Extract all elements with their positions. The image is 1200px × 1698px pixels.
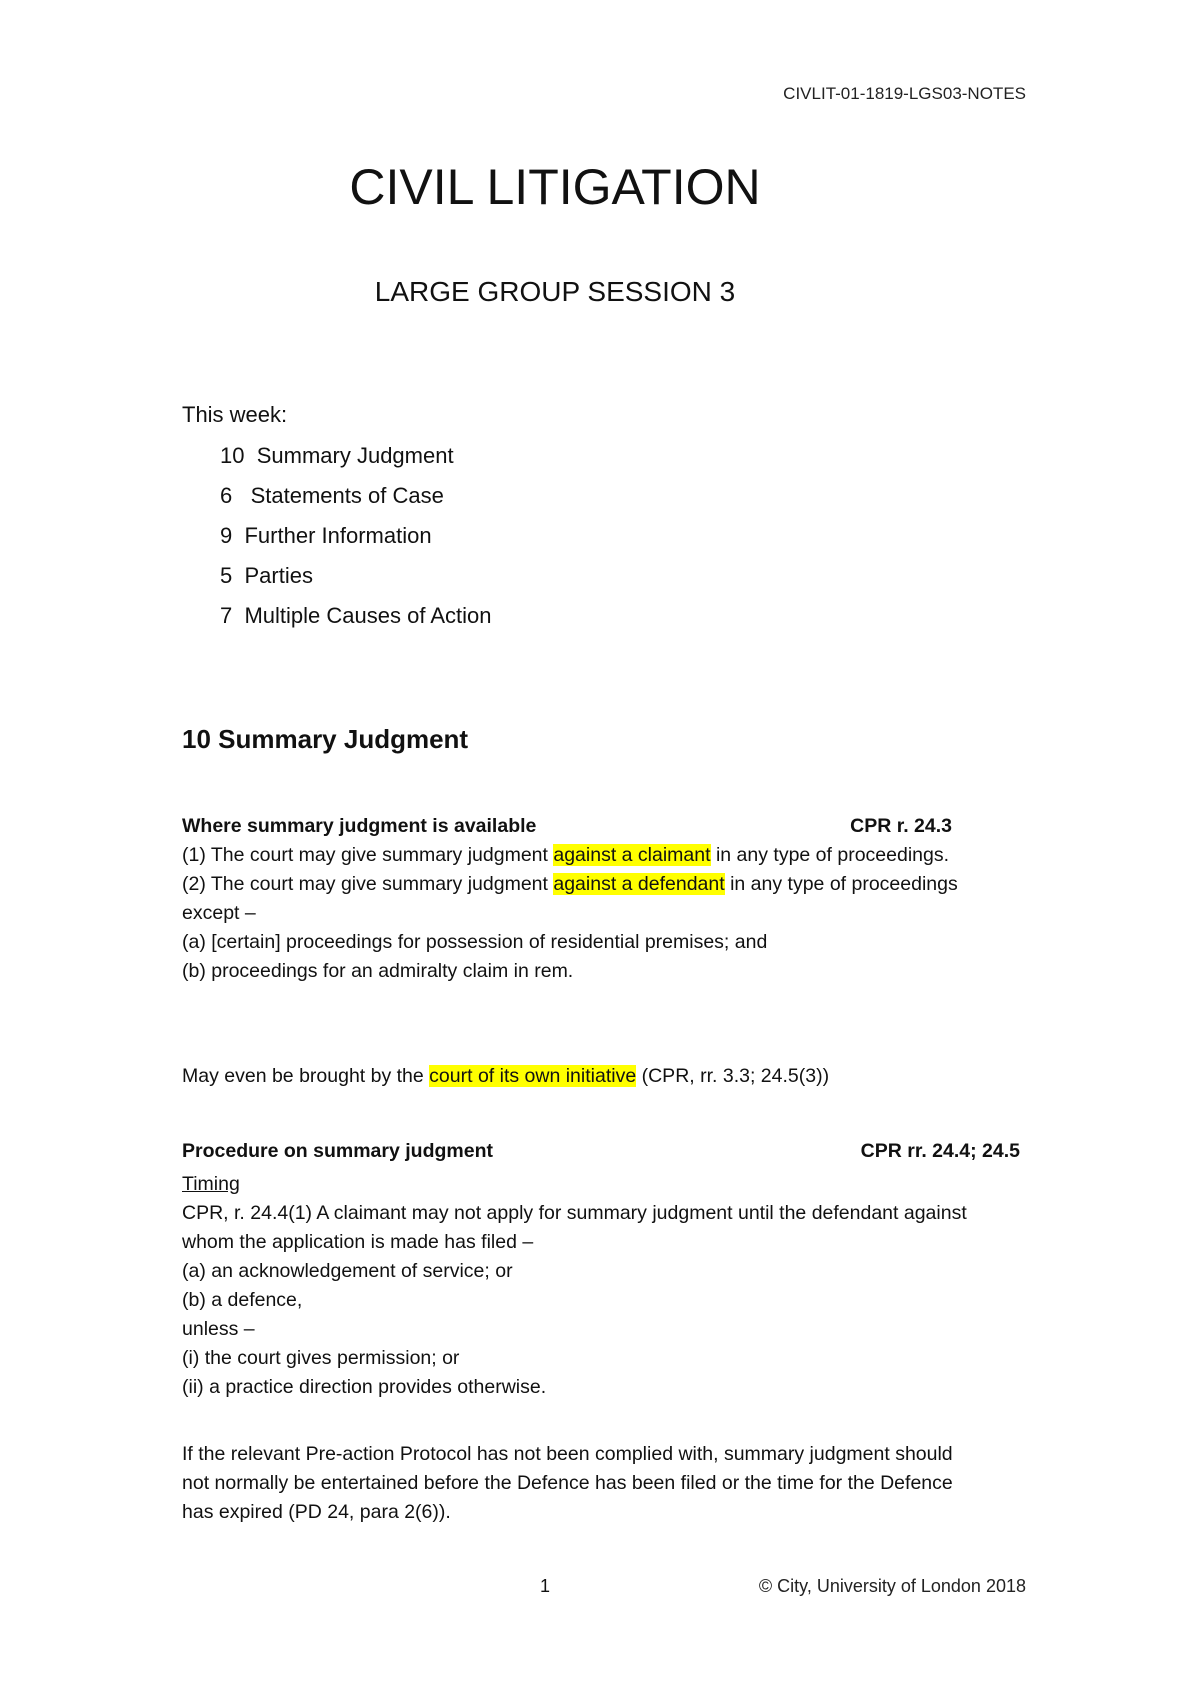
section-heading: 10 Summary Judgment (182, 724, 469, 754)
procedure-heading-row (182, 1137, 1020, 1166)
item-number: 10 (220, 443, 245, 468)
document-code: CIVLIT-01-1819-LGS03-NOTES (783, 84, 1026, 103)
condition-a: (a) an acknowledgement of service; or (182, 1260, 513, 1282)
item-number: 5 (220, 563, 233, 588)
item-label: Statements of Case (250, 483, 444, 508)
procedure-block (182, 1137, 1020, 1402)
availability-heading: Where summary judgment is available (182, 815, 537, 837)
list-item (220, 522, 492, 562)
item-label: Multiple Causes of Action (244, 603, 492, 628)
exception-ii: (ii) a practice direction provides otherwise. (182, 1376, 547, 1398)
this-week-list (220, 442, 492, 642)
page-number: 1 (540, 1576, 551, 1596)
item-label: Summary Judgment (256, 443, 454, 468)
exception-i: (i) the court gives permission; or (182, 1347, 460, 1369)
procedure-heading: Procedure on summary judgment (182, 1140, 493, 1162)
text: (1) The court may give summary judgment (182, 844, 554, 866)
item-number: 6 (220, 483, 233, 508)
list-item (220, 442, 492, 482)
page-subtitle: LARGE GROUP SESSION 3 (374, 276, 736, 307)
list-item (220, 562, 492, 602)
exception-a: (a) [certain] proceedings for possession of residential premises; and (182, 931, 768, 953)
list-item (220, 482, 492, 522)
text: May even be brought by the (182, 1065, 430, 1087)
item-label: Parties (244, 563, 313, 588)
procedure-ref: CPR rr. 24.4; 24.5 (860, 1140, 1020, 1162)
item-label: Further Information (244, 523, 432, 548)
item-number: 7 (220, 603, 233, 628)
text: (2) The court may give summary judgment (182, 873, 554, 895)
this-week-label: This week: (182, 402, 288, 427)
text: (CPR, rr. 3.3; 24.5(3)) (636, 1065, 830, 1087)
unless-text: unless – (182, 1318, 255, 1340)
highlighted-text: against a claimant (553, 844, 711, 866)
timing-subheading: Timing (182, 1173, 240, 1195)
exception-b: (b) proceedings for an admiralty claim in rem. (182, 960, 574, 982)
list-item (220, 602, 492, 642)
availability-ref: CPR r. 24.3 (850, 815, 952, 837)
condition-b: (b) a defence, (182, 1289, 303, 1311)
rule-text: CPR, r. 24.4(1) A claimant may not apply for summary judgment until the defendant against whom the application is made has filed – (182, 1202, 967, 1253)
own-initiative-paragraph (182, 1062, 1022, 1091)
availability-heading-row (182, 812, 960, 841)
highlighted-text: court of its own initiative (429, 1065, 637, 1087)
availability-block (182, 812, 960, 986)
pre-action-paragraph: If the relevant Pre-action Protocol has not been complied with, summary judgment should not normally be entertained before the Defence has been filed or the time for the Defence has expired (PD 24, para 2(6)). (182, 1443, 953, 1523)
text: in any type of proceedings. (710, 844, 950, 866)
paragraph-1 (182, 841, 960, 870)
text: in any type of proceedings except – (182, 873, 958, 924)
item-number: 9 (220, 523, 233, 548)
page-title: CIVIL LITIGATION (349, 159, 761, 215)
copyright-notice: © City, University of London 2018 (758, 1576, 1026, 1596)
paragraph-2 (182, 870, 960, 928)
highlighted-text: against a defendant (553, 873, 725, 895)
